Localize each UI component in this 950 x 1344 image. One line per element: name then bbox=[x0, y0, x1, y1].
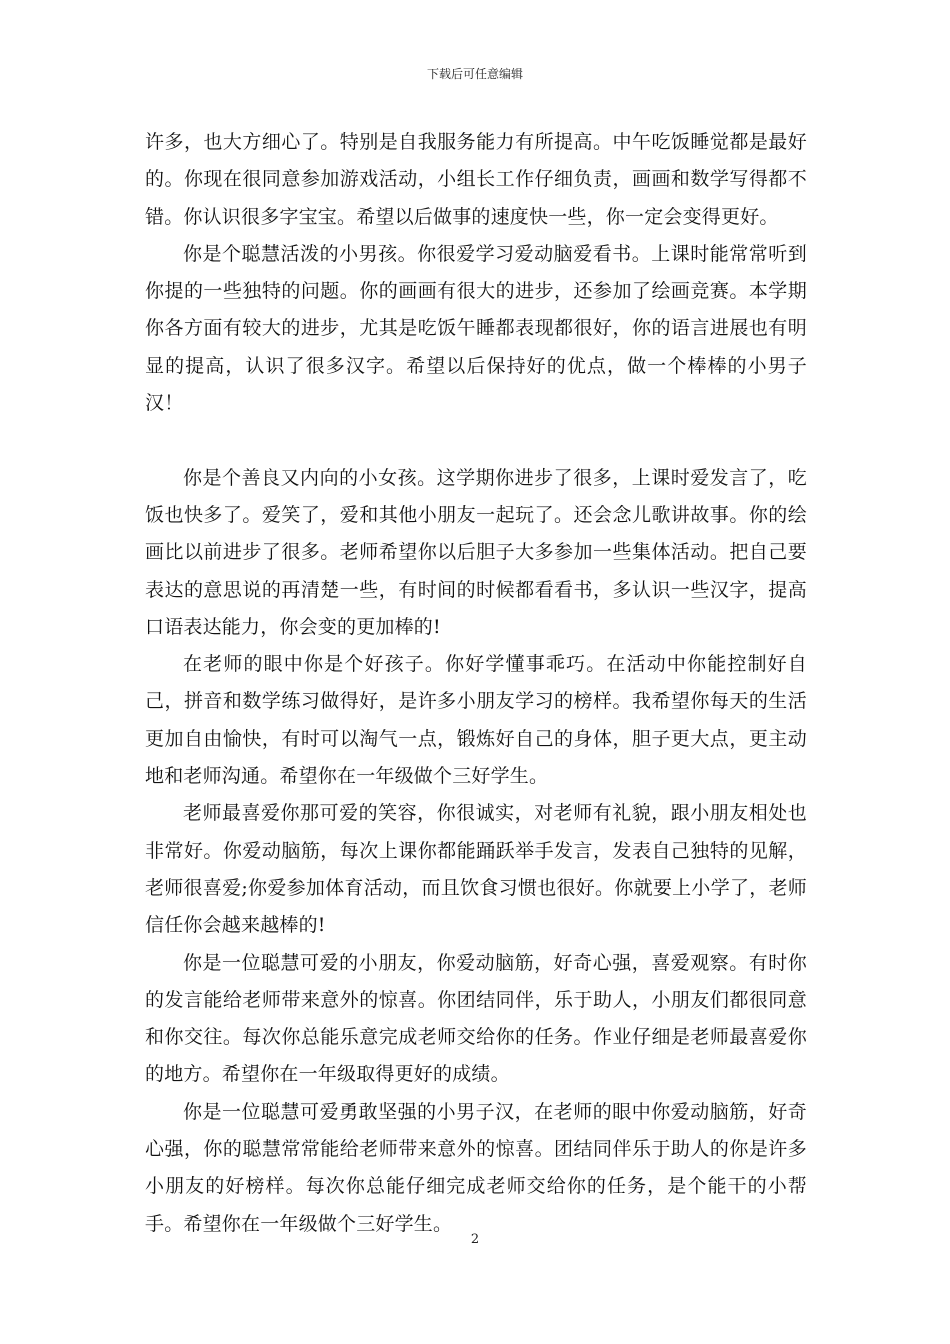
blank-line bbox=[145, 422, 807, 459]
paragraph: 你是一位聪慧可爱勇敢坚强的小男子汉，在老师的眼中你爱动脑筋，好奇心强，你的聪慧常常能给老师带来意外的惊喜。团结同伴乐于助人的你是许多小朋友的好榜样。每次你总能仔细完成老师交给你的任务，是个能干的小帮手。希望你在一年级做个三好学生。 bbox=[145, 1100, 807, 1235]
page-number: 2 bbox=[470, 1232, 480, 1247]
page-header: 下载后可任意编辑 bbox=[426, 67, 523, 81]
paragraph-continued: 许多，也大方细心了。特别是自我服务能力有所提高。中午吃饭睡觉都是最好的。你现在很同意参加游戏活动，小组长工作仔细负责，画画和数学写得都不错。你认识很多字宝宝。希望以后做事的速度快一些，你一定会变得更好。 bbox=[145, 131, 807, 228]
paragraph: 在老师的眼中你是个好孩子。你好学懂事乖巧。在活动中你能控制好自己，拼音和数学练习做得好，是许多小朋友学习的榜样。我希望你每天的生活更加自由愉快，有时可以淘气一点，锻炼好自己的身体，胆子更大点，更主动地和老师沟通。希望你在一年级做个三好学生。 bbox=[145, 653, 807, 788]
paragraph: 你是个善良又内向的小女孩。这学期你进步了很多，上课时爱发言了，吃饭也快多了。爱笑了，爱和其他小朋友一起玩了。还会念儿歌讲故事。你的绘画比以前进步了很多。老师希望你以后胆子大多参加一些集体活动。把自己要表达的意思说的再清楚一些，有时间的时候都看看书，多认识一些汉字，提高口语表达能力，你会变的更加棒的! bbox=[145, 466, 807, 638]
paragraph: 你是个聪慧活泼的小男孩。你很爱学习爱动脑爱看书。上课时能常常听到你提的一些独特的问题。你的画画有很大的进步，还参加了绘画竞赛。本学期你各方面有较大的进步，尤其是吃饭午睡都表现都很好，你的语言进展也有明显的提高，认识了很多汉字。希望以后保持好的优点，做一个棒棒的小男子汉！ bbox=[145, 242, 807, 415]
paragraph: 你是一位聪慧可爱的小朋友，你爱动脑筋，好奇心强，喜爱观察。有时你的发言能给老师带来意外的惊喜。你团结同伴，乐于助人，小朋友们都很同意和你交往。每次你总能乐意完成老师交给你的任务。作业仔细是老师最喜爱你的地方。希望你在一年级取得更好的成绩。 bbox=[145, 951, 807, 1086]
document-body bbox=[145, 124, 807, 1243]
paragraph: 老师最喜爱你那可爱的笑容，你很诚实，对老师有礼貌，跟小朋友相处也非常好。你爱动脑筋，每次上课你都能踊跃举手发言，发表自己独特的见解，老师很喜爱;你爱参加体育活动，而且饮食习惯也很好。你就要上小学了，老师信任你会越来越棒的! bbox=[145, 802, 807, 937]
